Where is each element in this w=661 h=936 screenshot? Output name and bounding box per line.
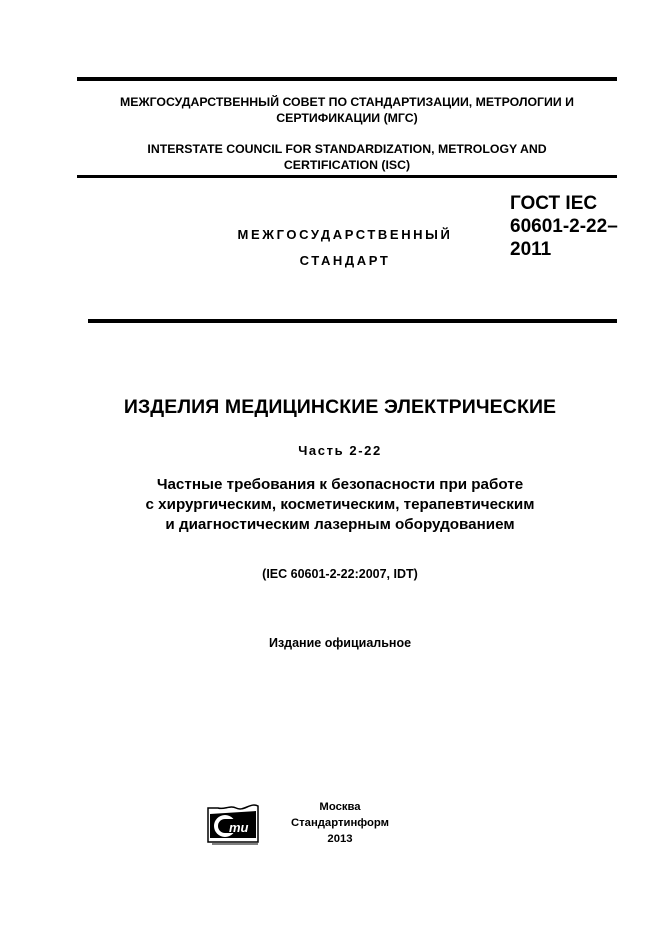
iec-reference: (IEC 60601-2-22:2007, IDT) [262,567,418,581]
designation-line3: 2011 [510,239,552,260]
publisher-info [270,799,410,847]
subtitle-line3: и диагностическим лазерным оборудованием [165,516,515,533]
standard-designation [510,192,618,261]
council-name-ru [77,94,617,126]
publication-year: 2013 [327,833,353,845]
document-subtitle [60,475,620,535]
subtitle-line2: с хирургическим, косметическим, терапевтическим [145,496,535,513]
standard-type-line1: МЕЖГОСУДАРСТВЕННЫЙ [237,227,453,242]
top-rule [77,77,617,81]
edition-label: Издание официальное [268,636,412,650]
document-title: ИЗДЕЛИЯ МЕДИЦИНСКИЕ ЭЛЕКТРИЧЕСКИЕ [123,396,557,418]
standard-type-line2: СТАНДАРТ [299,253,391,268]
svg-text:ти: ти [229,820,249,835]
document-part: Часть 2-22 [298,443,382,458]
designation-line1: ГОСТ IEC [510,193,598,214]
designation-bottom-rule [88,319,617,323]
council-name-ru-line1: МЕЖГОСУДАРСТВЕННЫЙ СОВЕТ ПО СТАНДАРТИЗАЦИИ, МЕТРОЛОГИИ И [120,95,574,109]
council-name-ru-line2: СЕРТИФИКАЦИИ (МГС) [276,111,418,125]
header-bottom-rule [77,175,617,178]
subtitle-line1: Частные требования к безопасности при работе [156,476,524,493]
standartinform-logo-icon [206,802,262,846]
council-name-en [77,141,617,173]
council-name-en-line2: CERTIFICATION (ISC) [283,158,411,172]
council-name-en-line1: INTERSTATE COUNCIL FOR STANDARDIZATION, METROLOGY AND [147,142,547,156]
publisher-city: Москва [319,801,361,813]
designation-line2: 60601-2-22– [510,216,618,237]
publisher-name: Стандартинформ [290,817,390,829]
